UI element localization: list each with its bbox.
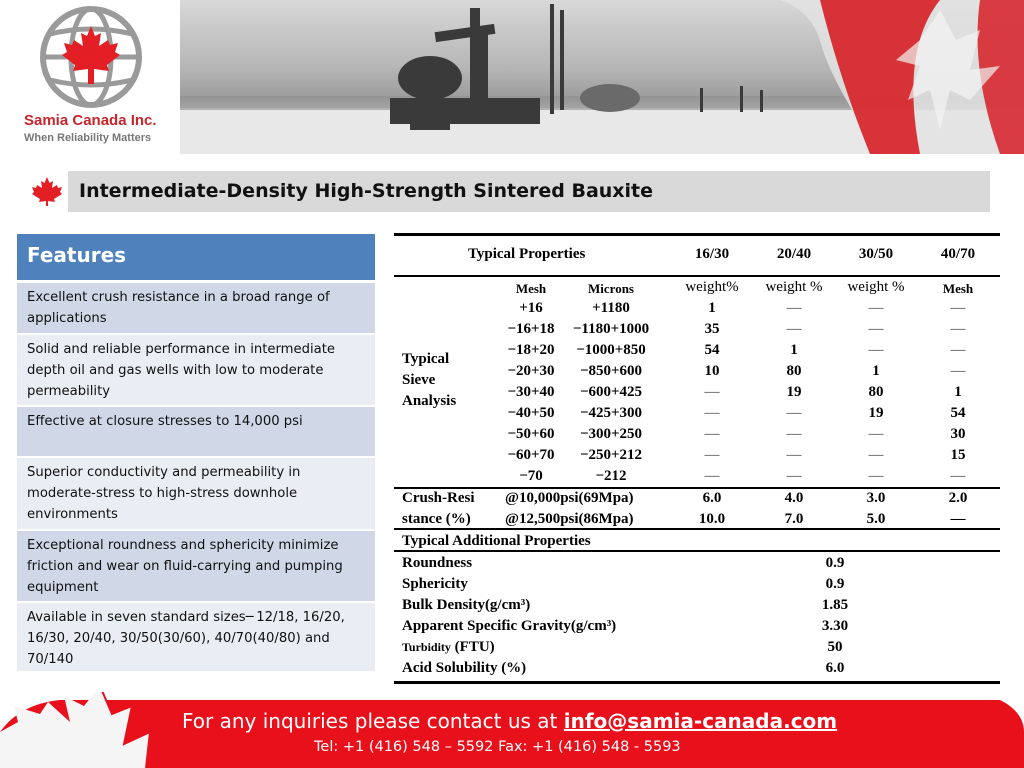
additional-property-name: Roundness: [402, 555, 473, 571]
page-title-bar: [68, 171, 990, 212]
crush-label: Crush-Resi: [402, 490, 475, 506]
sieve-value-cell: —: [868, 321, 884, 337]
inquiry-text: For any inquiries please contact us at: [182, 709, 564, 733]
features-heading: Features: [17, 234, 375, 283]
features-panel: [17, 234, 375, 673]
globe-maple-leaf-icon: [36, 4, 146, 110]
sieve-value-cell: 19: [786, 384, 802, 400]
table-rule: [394, 681, 1000, 684]
sieve-value-cell: —: [868, 447, 884, 463]
sieve-microns-cell: −250+212: [579, 447, 643, 463]
sieve-value-cell: —: [950, 342, 966, 358]
crush-condition-cell: @10,000psi(69Mpa): [505, 490, 634, 506]
email-link[interactable]: info@samia-canada.com: [563, 709, 838, 733]
sieve-value-cell: —: [786, 405, 802, 421]
company-logo: [0, 0, 180, 154]
sieve-microns-cell: −1180+1000: [572, 321, 650, 337]
sieve-microns-cell: −1000+850: [576, 342, 646, 358]
mesh-column-header: Mesh: [515, 281, 547, 296]
sieve-value-cell: 15: [950, 447, 966, 463]
sieve-value-cell: —: [786, 300, 802, 316]
company-tagline: When Reliability Matters: [24, 132, 152, 144]
sieve-value-cell: 35: [704, 321, 720, 337]
sieve-value-cell: —: [868, 300, 884, 316]
crush-value-cell: 6.0: [702, 490, 722, 506]
additional-property-value: 50: [827, 639, 843, 655]
sieve-mesh-cell: −30+40: [507, 384, 555, 400]
sieve-value-cell: —: [868, 426, 884, 442]
feature-item: Effective at closure stresses to 14,000 psi: [17, 407, 375, 458]
property-name-part: Turbidity: [402, 640, 451, 654]
sieve-label: Sieve: [402, 372, 436, 388]
crush-condition-cell: @12,500psi(86Mpa): [505, 511, 634, 527]
sieve-value-cell: —: [950, 300, 966, 316]
sieve-microns-cell: −300+250: [579, 426, 643, 442]
sieve-value-cell: 1: [708, 300, 716, 316]
sieve-value-cell: 54: [950, 405, 966, 421]
sieve-label: Analysis: [402, 393, 457, 409]
property-name-part: (FTU): [450, 639, 495, 655]
crush-value-cell: —: [950, 511, 966, 527]
sieve-value-cell: —: [786, 468, 802, 484]
properties-table: [394, 233, 1000, 685]
sieve-value-cell: —: [786, 426, 802, 442]
company-name: Samia Canada Inc.: [24, 112, 157, 129]
sieve-microns-cell: −600+425: [579, 384, 643, 400]
size-header: 20/40: [776, 246, 812, 262]
feature-item: Available in seven standard sizes─ 12/18, 16/20, 16/30, 20/40, 30/50(30/60), 40/70(40/80) and 70/140: [17, 603, 375, 673]
size-header: 16/30: [694, 246, 730, 262]
size-header: 40/70: [940, 246, 976, 262]
sieve-microns-cell: +1180: [592, 300, 630, 316]
crush-value-cell: 3.0: [866, 490, 886, 506]
sieve-value-cell: 1: [954, 384, 962, 400]
crush-value-cell: 2.0: [948, 490, 968, 506]
table-rule: [394, 233, 1000, 236]
sieve-value-cell: 10: [704, 363, 720, 379]
unit-header: weight%: [685, 279, 739, 295]
crush-value-cell: 5.0: [866, 511, 886, 527]
sieve-value-cell: —: [704, 447, 720, 463]
sieve-value-cell: 80: [868, 384, 884, 400]
additional-property-value: 0.9: [825, 555, 845, 571]
sieve-microns-cell: −212: [595, 468, 627, 484]
table-rule: [394, 487, 1000, 489]
header-banner-image: [180, 0, 1024, 154]
sieve-value-cell: 1: [872, 363, 880, 379]
sieve-mesh-cell: −70: [519, 468, 543, 484]
table-rule: [394, 275, 1000, 277]
sieve-mesh-cell: −40+50: [507, 405, 555, 421]
sieve-value-cell: —: [786, 321, 802, 337]
sieve-value-cell: —: [704, 468, 720, 484]
sieve-mesh-cell: −20+30: [507, 363, 555, 379]
table-rule: [394, 550, 1000, 552]
sieve-value-cell: —: [786, 447, 802, 463]
additional-property-name: Acid Solubility (%): [402, 660, 527, 676]
feature-item: Excellent crush resistance in a broad range of applications: [17, 283, 375, 335]
sieve-value-cell: —: [950, 321, 966, 337]
sieve-value-cell: —: [704, 384, 720, 400]
sieve-value-cell: 30: [950, 426, 966, 442]
crush-label: stance (%): [402, 511, 471, 527]
sieve-value-cell: 1: [790, 342, 798, 358]
sieve-microns-cell: −425+300: [579, 405, 643, 421]
additional-property-name: Apparent Specific Gravity(g/cm³): [402, 618, 617, 634]
sieve-microns-cell: −850+600: [579, 363, 643, 379]
sieve-value-cell: —: [868, 468, 884, 484]
sieve-value-cell: —: [704, 426, 720, 442]
footer-phone-fax: Tel: +1 (416) 548 – 5592 Fax: +1 (416) 548 - 5593: [314, 739, 681, 755]
sieve-mesh-cell: +16: [519, 300, 543, 316]
sieve-mesh-cell: −16+18: [507, 321, 555, 337]
feature-item: Superior conductivity and permeability in moderate-stress to high-stress downhole environments: [17, 458, 375, 531]
sieve-label: Typical: [402, 351, 450, 367]
page-title: Intermediate-Density High-Strength Sintered Bauxite: [79, 180, 654, 202]
sieve-value-cell: 19: [868, 405, 884, 421]
sieve-value-cell: —: [950, 363, 966, 379]
additional-property-name: Sphericity: [402, 576, 468, 592]
additional-property-value: 3.30: [821, 618, 849, 634]
maple-leaf-icon: [32, 176, 62, 206]
table-rule: [394, 528, 1000, 530]
sieve-mesh-cell: −60+70: [507, 447, 555, 463]
additional-property-value: 0.9: [825, 576, 845, 592]
sieve-mesh-cell: −18+20: [507, 342, 555, 358]
additional-property-name: [402, 639, 495, 656]
additional-property-value: 1.85: [821, 597, 849, 613]
sieve-mesh-cell: −50+60: [507, 426, 555, 442]
sieve-value-cell: —: [704, 405, 720, 421]
crush-value-cell: 7.0: [784, 511, 804, 527]
footer-inquiry: [182, 709, 837, 733]
sieve-value-cell: —: [950, 468, 966, 484]
crush-value-cell: 4.0: [784, 490, 804, 506]
sieve-value-cell: 80: [786, 363, 802, 379]
size-header: 30/50: [858, 246, 894, 262]
unit-header: weight %: [765, 279, 823, 295]
sieve-value-cell: 54: [704, 342, 720, 358]
additional-property-value: 6.0: [825, 660, 845, 676]
table-header-label: Typical Properties: [468, 246, 586, 262]
crush-value-cell: 10.0: [698, 511, 726, 527]
sieve-value-cell: —: [868, 342, 884, 358]
unit-header: Mesh: [942, 281, 974, 296]
additional-properties-label: Typical Additional Properties: [402, 533, 591, 549]
feature-item: Solid and reliable performance in intermediate depth oil and gas wells with low to moderate permeability: [17, 335, 375, 407]
unit-header: weight %: [847, 279, 905, 295]
microns-column-header: Microns: [588, 281, 634, 296]
additional-property-name: Bulk Density(g/cm³): [402, 597, 531, 613]
feature-item: Exceptional roundness and sphericity minimize friction and wear on fluid-carrying and pumping equipment: [17, 531, 375, 603]
